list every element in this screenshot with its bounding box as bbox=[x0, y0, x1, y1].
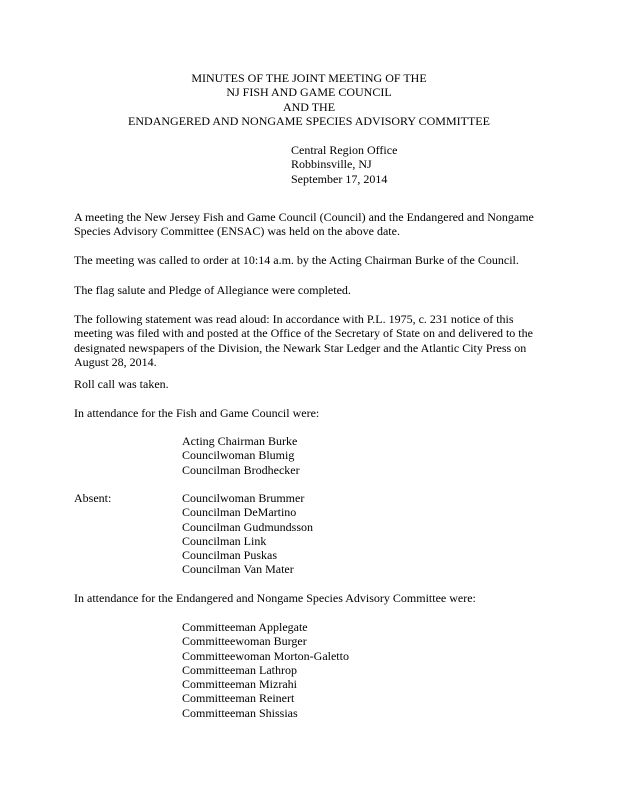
list-item: Councilman Brodhecker bbox=[182, 462, 300, 477]
title-line: AND THE bbox=[282, 99, 336, 114]
meeting-location-block bbox=[291, 143, 397, 186]
list-item: Councilman Link bbox=[182, 533, 267, 548]
list-item: Committeewoman Morton-Galetto bbox=[182, 648, 349, 663]
list-item: Councilman Puskas bbox=[182, 548, 277, 563]
statement-paragraph: The following statement was read aloud: In accordance with P.L. 1975, c. 231 notice of this meeting was filed with and posted at the Office of the Secretary of State on and delivered to the designated newspapers of the Division, the Newark Star Ledger and the Atlantic City Press on August 28, 2014. bbox=[74, 312, 533, 369]
list-item: Councilwoman Brummer bbox=[182, 491, 305, 505]
list-item: Acting Chairman Burke bbox=[182, 434, 298, 448]
list-item: Committeeman Reinert bbox=[182, 691, 295, 706]
list-item: Committeeman Lathrop bbox=[182, 662, 297, 677]
list-item: Councilman DeMartino bbox=[182, 505, 297, 520]
council-present-list bbox=[182, 434, 300, 477]
title-line: NJ FISH AND GAME COUNCIL bbox=[226, 85, 392, 100]
list-item: Councilman Gudmundsson bbox=[182, 519, 313, 534]
title-line: MINUTES OF THE JOINT MEETING OF THE bbox=[191, 71, 427, 85]
list-item: Committeeman Applegate bbox=[182, 620, 308, 634]
meeting-office: Central Region Office bbox=[291, 143, 398, 157]
flag-salute-paragraph: The flag salute and Pledge of Allegiance were completed. bbox=[74, 283, 351, 297]
ensac-attendance-heading: In attendance for the Endangered and Nongame Species Advisory Committee were: bbox=[74, 591, 476, 605]
roll-call-paragraph: Roll call was taken. bbox=[74, 377, 169, 391]
list-item: Committeeman Mizrahi bbox=[182, 677, 297, 692]
title-line: ENDANGERED AND NONGAME SPECIES ADVISORY COMMITTEE bbox=[128, 113, 490, 128]
list-item: Committeewoman Burger bbox=[182, 634, 307, 649]
ensac-present-list bbox=[182, 620, 349, 720]
absent-label: Absent: bbox=[74, 491, 112, 505]
called-to-order-paragraph: The meeting was called to order at 10:14 a.m. by the Acting Chairman Burke of the Council. bbox=[74, 253, 519, 267]
meeting-city: Robbinsville, NJ bbox=[291, 157, 372, 172]
council-attendance-heading: In attendance for the Fish and Game Council were: bbox=[74, 406, 320, 420]
list-item: Councilwoman Blumig bbox=[182, 448, 295, 463]
meeting-date: September 17, 2014 bbox=[291, 171, 388, 186]
intro-paragraph: A meeting the New Jersey Fish and Game Council (Council) and the Endangered and Nongame Species Advisory Committee (ENSAC) was held on the above date. bbox=[74, 210, 534, 239]
list-item: Councilman Van Mater bbox=[182, 562, 294, 577]
list-item: Committeeman Shissias bbox=[182, 705, 298, 720]
document-title bbox=[0, 71, 618, 128]
council-absent-list bbox=[182, 491, 313, 577]
